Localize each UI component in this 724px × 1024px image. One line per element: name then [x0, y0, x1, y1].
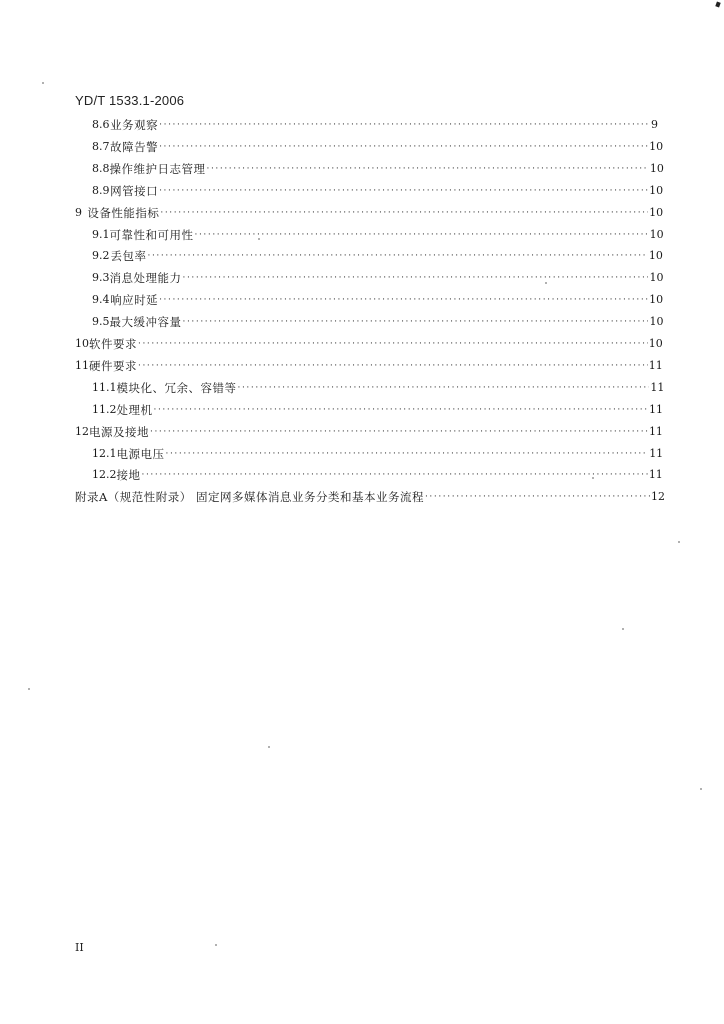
toc-entry-number: 9.4	[92, 293, 110, 306]
toc-entry-page: 10	[649, 271, 664, 284]
scan-speck	[678, 541, 680, 543]
toc-entry-number: 8.6	[92, 118, 110, 131]
toc-entry-title: 业务观察	[110, 118, 159, 132]
toc-entry-page: 10	[649, 315, 664, 328]
toc-entry-title: 最大缓冲容量	[109, 315, 182, 329]
toc-entry-number: 10	[75, 337, 89, 350]
toc-entry[interactable]	[92, 270, 664, 286]
scan-speck	[215, 944, 217, 946]
toc-dot-leader	[183, 270, 649, 286]
toc-entry-title: 可靠性和可用性	[109, 228, 194, 242]
toc-entry[interactable]	[92, 314, 664, 330]
toc-entry[interactable]	[92, 161, 664, 177]
toc-entry[interactable]	[92, 446, 664, 462]
toc-entry-number: 9.5	[92, 315, 110, 328]
toc-entry-title: 故障告警	[110, 140, 159, 154]
toc-entry-title: 设备性能指标	[87, 206, 160, 220]
toc-entry-number: 12.2	[92, 468, 117, 481]
toc-dot-leader	[425, 489, 650, 505]
toc-dot-leader	[195, 227, 649, 243]
toc-entry-title: 网管接口	[110, 184, 159, 198]
toc-dot-leader	[160, 205, 648, 221]
toc-entry-page: 11	[649, 403, 663, 416]
toc-entry-page: 11	[649, 447, 664, 460]
toc-entry-number: 12.1	[92, 447, 117, 460]
toc-entry-page: 12	[651, 490, 665, 503]
scan-speck	[258, 238, 260, 240]
toc-entry-number: 12	[75, 425, 89, 438]
toc-entry-title: 电源及接地	[89, 425, 149, 439]
toc-dot-leader	[159, 292, 648, 308]
toc-entry-title: 丢包率	[110, 249, 147, 263]
scan-speck	[592, 477, 594, 479]
scan-speck	[28, 688, 30, 690]
toc-entry[interactable]	[92, 117, 657, 133]
toc-entry-title: 附录A（规范性附录） 固定网多媒体消息业务分类和基本业务流程	[75, 490, 424, 504]
toc-entry-number: 9	[75, 206, 82, 219]
toc-entry-number: 8.8	[92, 162, 110, 175]
toc-entry-number: 11	[75, 359, 89, 372]
toc-entry-page: 11	[648, 359, 663, 372]
toc-entry[interactable]	[92, 292, 664, 308]
toc-entry[interactable]	[92, 183, 664, 199]
toc-entry-page: 10	[649, 228, 664, 241]
toc-entry-title: 硬件要求	[89, 359, 137, 373]
toc-entry-title: 处理机	[116, 403, 153, 417]
toc-entry[interactable]	[92, 227, 664, 243]
toc-dot-leader	[142, 467, 648, 483]
toc-entry-page: 9	[651, 118, 658, 131]
toc-entry[interactable]	[92, 467, 663, 483]
toc-entry-page: 10	[649, 162, 664, 175]
toc-entry-title: 电源电压	[116, 447, 165, 461]
toc-entry[interactable]	[92, 402, 663, 418]
page-number: II	[75, 941, 84, 954]
toc-entry-title: 消息处理能力	[109, 271, 182, 285]
toc-entry-page: 11	[650, 381, 665, 394]
toc-entry-title: 响应时延	[110, 293, 159, 307]
toc-entry-number: 9.1	[92, 228, 110, 241]
toc-dot-leader	[183, 314, 649, 330]
toc-entry[interactable]	[75, 424, 663, 440]
toc-entry-page: 10	[649, 184, 664, 197]
toc-dot-leader	[138, 358, 648, 374]
toc-entry-page: 10	[649, 293, 664, 306]
toc-entry-page: 10	[648, 249, 663, 262]
scan-corner-mark	[715, 1, 720, 7]
toc-dot-leader	[238, 380, 650, 396]
toc-entry[interactable]	[92, 139, 664, 155]
toc-entry-number: 8.7	[92, 140, 110, 153]
scan-speck	[700, 788, 702, 790]
toc-entry-page: 10	[649, 140, 664, 153]
toc-entry-page: 10	[649, 206, 664, 219]
toc-entry[interactable]	[75, 205, 664, 221]
toc-entry-number: 11.1	[92, 381, 117, 394]
toc-entry-number: 9.2	[92, 249, 110, 262]
scan-speck	[545, 282, 547, 284]
toc-entry[interactable]	[75, 336, 663, 352]
toc-dot-leader	[159, 183, 648, 199]
scan-speck	[268, 746, 270, 748]
toc-entry[interactable]	[92, 380, 665, 396]
toc-dot-leader	[166, 446, 649, 462]
toc-entry[interactable]	[75, 358, 663, 374]
toc-entry-page: 11	[648, 425, 663, 438]
toc-entry-title: 软件要求	[89, 337, 137, 351]
toc-entry-page: 11	[648, 468, 663, 481]
toc-entry[interactable]	[75, 489, 665, 505]
toc-entry-title: 模块化、冗余、容错等	[116, 381, 237, 395]
toc-entry[interactable]	[92, 248, 663, 264]
toc-dot-leader	[159, 117, 650, 133]
toc-entry-title: 操作维护日志管理	[109, 162, 206, 176]
toc-entry-page: 10	[648, 337, 663, 350]
toc-dot-leader	[148, 248, 648, 264]
toc-dot-leader	[150, 424, 648, 440]
toc-entry-number: 9.3	[92, 271, 110, 284]
toc-entry-number: 8.9	[92, 184, 110, 197]
scan-speck	[622, 628, 624, 630]
toc-dot-leader	[207, 161, 649, 177]
toc-entry-title: 接地	[116, 468, 141, 482]
toc-dot-leader	[159, 139, 648, 155]
toc-dot-leader	[154, 402, 649, 418]
toc-dot-leader	[138, 336, 648, 352]
scan-speck	[42, 82, 44, 84]
toc-entry-number: 11.2	[92, 403, 117, 416]
document-id-header: YD/T 1533.1-2006	[75, 93, 185, 108]
